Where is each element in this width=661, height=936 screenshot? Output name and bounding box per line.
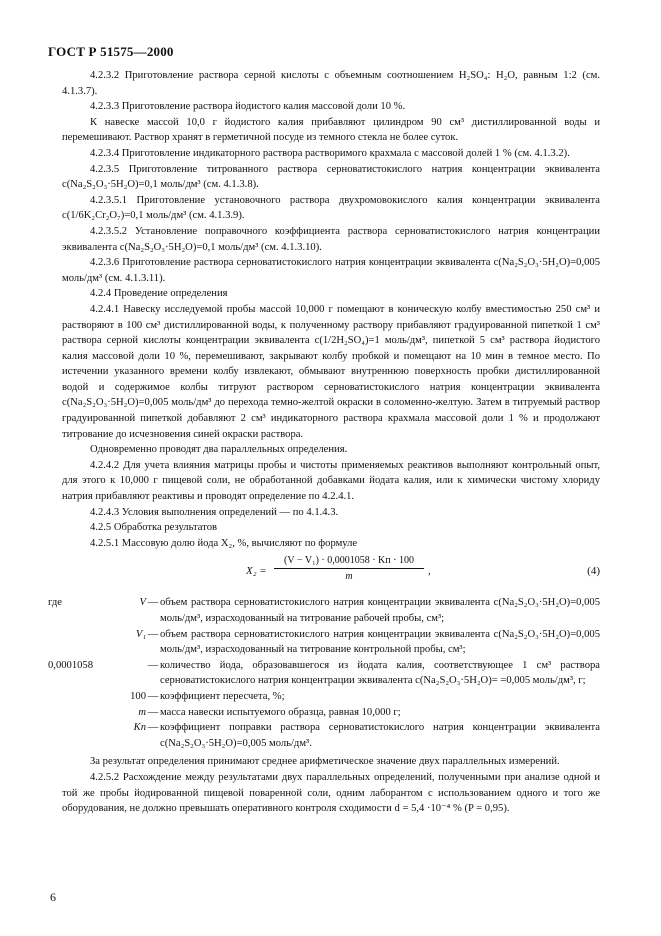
- definition-symbol: V₁: [135, 628, 146, 640]
- definition-item: [48, 720, 600, 751]
- definition-symbol: V: [139, 597, 146, 609]
- definition-dash: —: [147, 722, 159, 734]
- definitions-list: [48, 595, 600, 751]
- definition-text: коэффициент пересчета, %;: [160, 690, 285, 702]
- paragraph: 4.2.3.5.1 Приготовление установочного раствора двухромовокислого калия концентрации эквивалента c(1/6K₂Cr₂O₇)=0,1 моль/дм³ (см. 4.1.3.9).: [62, 194, 600, 222]
- equation-number: (4): [587, 565, 600, 578]
- definition-item: [48, 595, 600, 626]
- formula-lhs: X₂ =: [246, 565, 267, 578]
- paragraph: 4.2.5.1 Массовую долю йода X₂, %, вычисляют по формуле: [90, 537, 358, 549]
- paragraph: 4.2.3.6 Приготовление раствора серноватистокислого натрия концентрации эквивалента c(Na₂S₂O₃·5H₂O)=0,005 моль/дм³ (см. 4.1.3.11).: [62, 257, 600, 284]
- formula-denominator: m: [345, 571, 353, 583]
- formula-numerator: (V − V₁) · 0,0001058 · Kп · 100: [274, 555, 424, 569]
- paragraph: 4.2.3.4 Приготовление индикаторного раствора растворимого крахмала с массовой долей 1 % (см. 4.1.3.2).: [90, 147, 570, 159]
- definition-text: объем раствора серноватистокислого натрия концентрации эквивалента c(Na₂S₂O₃·5H₂O)=0,005 моль/дм³, израсходованный на титрование контрольной пробы, см³;: [160, 628, 600, 656]
- definition-dash: —: [147, 628, 159, 640]
- definition-symbol: 100: [130, 690, 146, 702]
- formula-fraction: [274, 555, 424, 582]
- definition-dash: —: [147, 706, 159, 718]
- section-heading: 4.2.5 Обработка результатов: [90, 522, 217, 534]
- definition-item: [48, 627, 600, 658]
- definition-dash: —: [147, 597, 159, 609]
- formula-4: [62, 553, 600, 593]
- paragraph: Одновременно проводят два параллельных определения.: [90, 444, 348, 456]
- paragraph: 4.2.3.5 Приготовление титрованного раствора серноватистокислого натрия концентрации эквивалента c(Na₂S₂O₃·5H₂O)=0,1 моль/дм³ (см. 4.1.3.8).: [62, 163, 600, 191]
- definition-item: [48, 705, 600, 721]
- definition-text: масса навески испытуемого образца, равная 10,000 г;: [160, 706, 401, 718]
- definition-item: [48, 658, 600, 689]
- definition-symbol: 0,0001058: [48, 659, 94, 671]
- definition-dash: —: [147, 690, 159, 702]
- paragraph: 4.2.5.2 Расхождение между результатами двух параллельных определений, полученными при анализе одной и той же пробы йодированной пищевой поваренной соли, одним лаборантом с использованием одного и того же оборудования, не должно превышать оперативного контроля сходимости d = 5,4 ·10⁻⁴ % (P = 0,95).: [62, 771, 600, 815]
- definition-text: количество йода, образовавшегося из йодата калия, соответствующее 1 см³ раствора серноватистокислого натрия концентрации эквивалента c(Na₂S₂O₃·5H₂O)= =0,005 моль/дм³, г;: [160, 659, 600, 687]
- section-heading: 4.2.4 Проведение определения: [90, 288, 228, 300]
- where-word: где: [48, 597, 62, 609]
- page-number: 6: [50, 890, 56, 904]
- document-header: ГОСТ Р 51575—2000: [48, 44, 174, 59]
- page-body: [48, 68, 600, 817]
- paragraph: 4.2.3.2 Приготовление раствора серной кислоты с объемным соотношением H₂SO₄: H₂O, равным 1:2 (см. 4.1.3.7).: [62, 70, 600, 97]
- definition-text: объем раствора серноватистокислого натрия концентрации эквивалента c(Na₂S₂O₃·5H₂O)=0,005 моль/дм³, израсходованный на титрование рабочей пробы, см³;: [160, 597, 600, 624]
- definition-symbol: Kп: [133, 722, 146, 734]
- paragraph: 4.2.4.1 Навеску исследуемой пробы массой 10,000 г помещают в коническую колбу вместимостью 250 см³ и растворяют в 100 см³ дистиллированной воды, к полученному раствору прибавляют градуированной пипеткой 1 см³ раствора серной кислоты концентрации эквивалента c(1/2H₂SO₄)=1 моль/дм³, пипеткой 5 см³ раствора йодистого калия массовой доли 10 %, перемешивают, закрывают колбу пробкой и помещают на 10 мин в темное место. По истечении указанного времени колбу извлекают, обмывают внутреннюю поверхность пробки дистиллированной водой и содержимое колбы титруют раствором серноватистокислого натрия концентрации эквивалента c(Na₂S₂O₃·5H₂O)=0,005 моль/дм³ до перехода темно-желтой окраски в соломенно-желтую. Затем в титруемый раствор градуированной пипеткой добавляют 2 см³ индикаторного раствора крахмала массовой доли 1 % и продолжают титрование до исчезновения синей окраски раствора.: [62, 303, 600, 440]
- paragraph: 4.2.4.3 Условия выполнения определений — по 4.1.4.3.: [90, 506, 339, 518]
- paragraph: К навеске массой 10,0 г йодистого калия прибавляют цилиндром 90 см³ дистиллированной воды и перемешивают. Раствор хранят в герметичной посуде из темного стекла не более суток.: [62, 116, 600, 144]
- definition-symbol: m: [138, 706, 146, 718]
- paragraph: За результат определения принимают среднее арифметическое значение двух параллельных измерений.: [90, 756, 560, 768]
- formula-trail: ,: [428, 565, 431, 578]
- paragraph: 4.2.4.2 Для учета влияния матрицы пробы и чистоты применяемых реактивов выполняют контрольный опыт, для этого к 10,000 г пищевой соли, не обработанной добавками йодата калия, или к химически чистому хлориду натрия прибавляют реактивы и проводят определение по 4.2.4.1.: [62, 459, 600, 503]
- definition-item: [48, 689, 600, 705]
- paragraph: 4.2.3.5.2 Установление поправочного коэффициента раствора серноватистокислого натрия концентрации эквивалента c(Na₂S₂O₃·5H₂O)=0,1 моль/дм³ (см. 4.1.3.10).: [62, 225, 600, 253]
- paragraph: 4.2.3.3 Приготовление раствора йодистого калия массовой доли 10 %.: [90, 101, 406, 113]
- definition-dash: —: [147, 659, 159, 671]
- definition-text: коэффициент поправки раствора серноватистокислого натрия концентрации эквивалента c(Na₂S₂O₃·5H₂O)=0,005 моль/дм³.: [160, 722, 600, 749]
